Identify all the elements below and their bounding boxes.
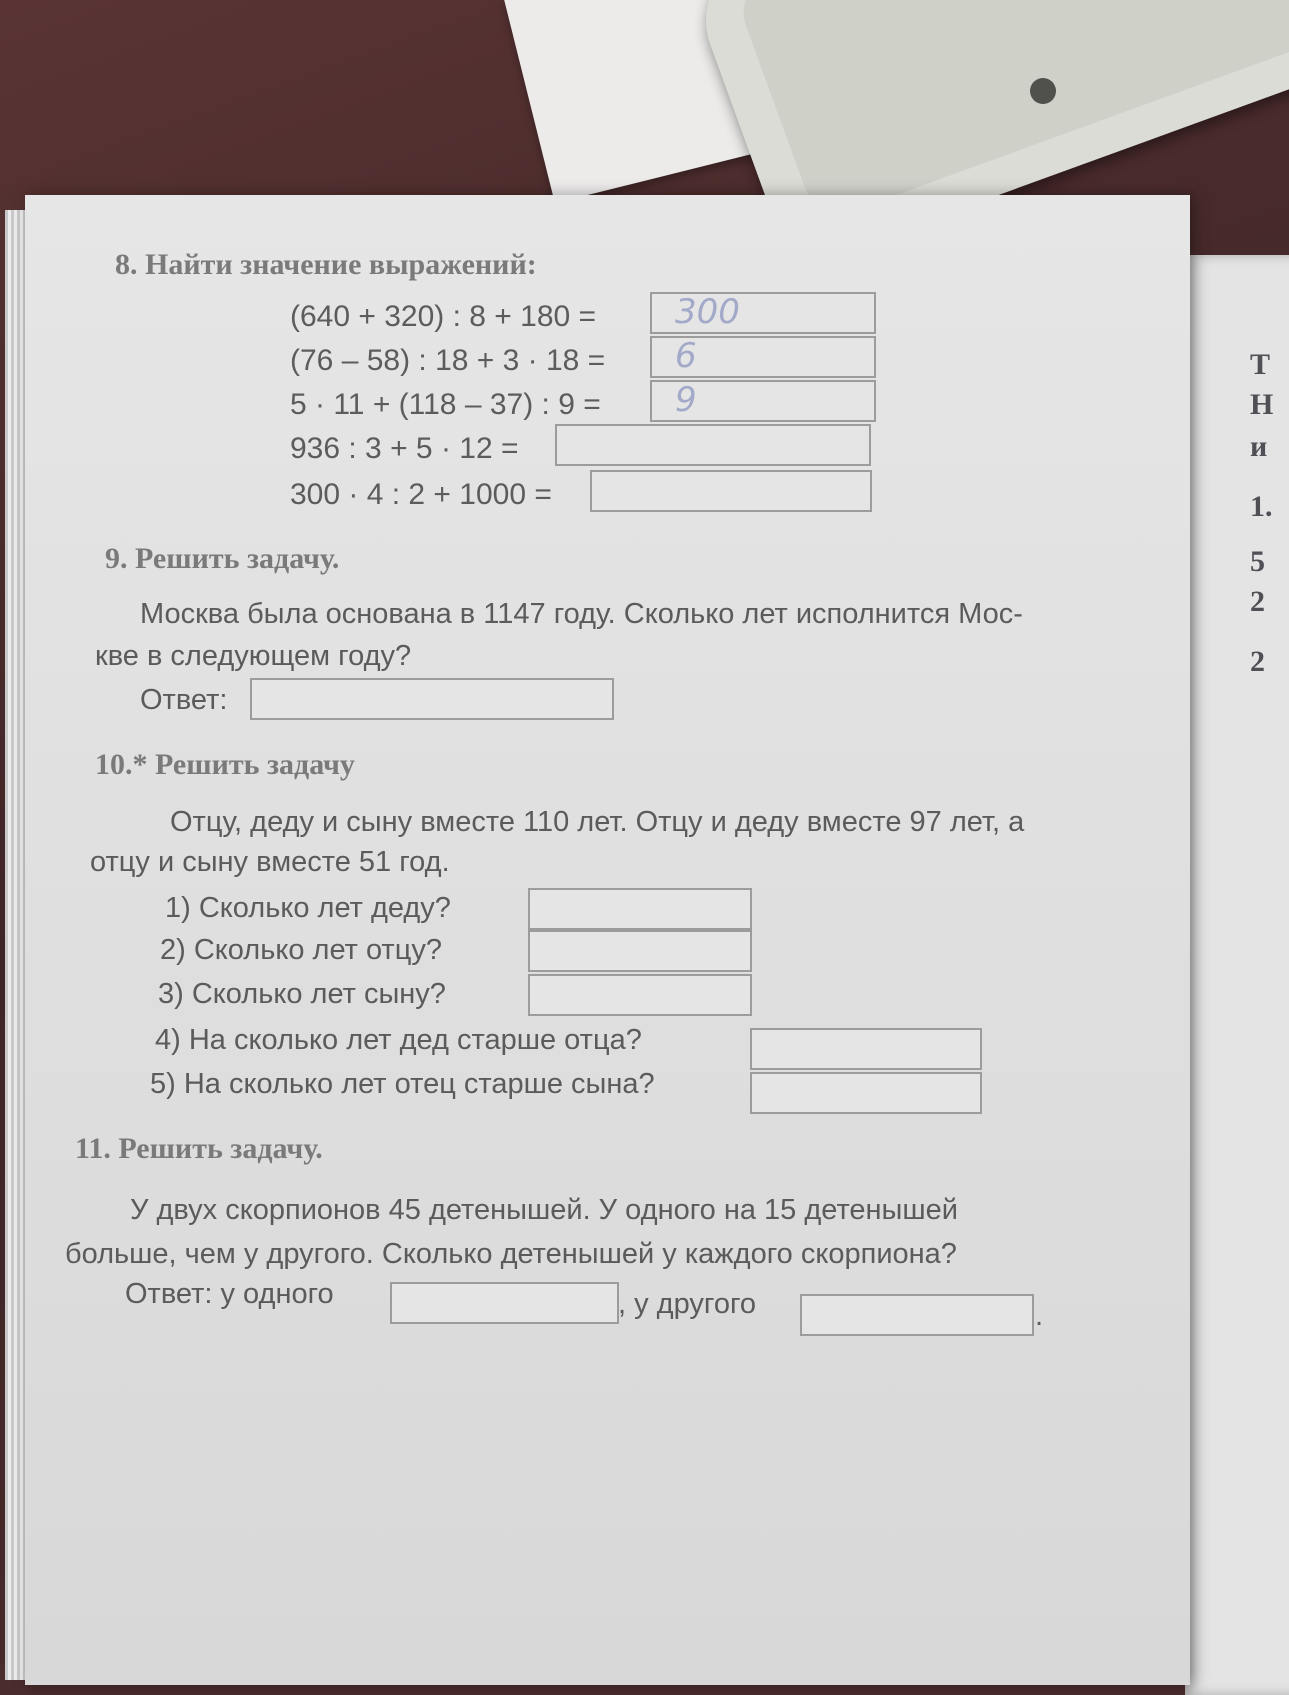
question: 4) На сколько лет дед старше отца? bbox=[155, 1024, 642, 1056]
question: 5) На сколько лет отец старше сына? bbox=[150, 1068, 655, 1100]
expression: 300 · 4 : 2 + 1000 = bbox=[290, 478, 552, 511]
answer-box[interactable] bbox=[250, 678, 614, 720]
task10-text-line: отцу и сыну вместе 51 год. bbox=[90, 846, 450, 878]
period: . bbox=[1035, 1300, 1044, 1332]
answer-label: Ответ: bbox=[140, 684, 228, 716]
question: 2) Сколько лет отцу? bbox=[160, 934, 442, 966]
adjacent-page-letter: 2 bbox=[1250, 585, 1265, 618]
task9-heading: 9. Решить задачу. bbox=[105, 542, 340, 575]
handwritten-answer: 6 bbox=[675, 336, 697, 376]
task8-heading: 8. Найти значение выражений: bbox=[115, 248, 537, 281]
answer-label: Ответ: у одного bbox=[125, 1278, 334, 1310]
answer-box[interactable] bbox=[528, 930, 752, 972]
task9-text-line: Москва была основана в 1147 году. Сколько лет исполнится Мос- bbox=[140, 598, 1023, 630]
answer-box[interactable] bbox=[590, 470, 872, 512]
expression: (640 + 320) : 8 + 180 = bbox=[290, 300, 597, 333]
answer-box[interactable] bbox=[555, 424, 871, 466]
task10-text-line: Отцу, деду и сыну вместе 110 лет. Отцу и деду вместе 97 лет, а bbox=[170, 806, 1025, 838]
adjacent-page-letter: 5 bbox=[1250, 545, 1265, 578]
adjacent-page bbox=[1185, 255, 1289, 1695]
answer-box[interactable] bbox=[750, 1028, 982, 1070]
task10-heading: 10.* Решить задачу bbox=[95, 748, 355, 781]
answer-box[interactable] bbox=[390, 1282, 619, 1324]
handwritten-answer: 300 bbox=[675, 292, 740, 332]
adjacent-page-letter: Т bbox=[1250, 348, 1271, 381]
adjacent-page-letter: и bbox=[1250, 430, 1268, 463]
task11-text-line: больше, чем у другого. Сколько детенышей у каждого скорпиона? bbox=[65, 1238, 957, 1270]
answer-label: , у другого bbox=[618, 1288, 757, 1320]
phone-home-button bbox=[1030, 78, 1056, 104]
adjacent-page-letter: 1. bbox=[1250, 490, 1273, 523]
question: 1) Сколько лет деду? bbox=[165, 892, 451, 924]
task11-heading: 11. Решить задачу. bbox=[75, 1132, 323, 1165]
task11-text-line: У двух скорпионов 45 детенышей. У одного на 15 детенышей bbox=[130, 1194, 958, 1226]
expression: 5 · 11 + (118 – 37) : 9 = bbox=[290, 388, 601, 421]
expression: 936 : 3 + 5 · 12 = bbox=[290, 432, 519, 465]
answer-box[interactable] bbox=[528, 974, 752, 1016]
task9-text-line: кве в следующем году? bbox=[95, 640, 412, 672]
answer-box[interactable] bbox=[800, 1294, 1034, 1336]
expression: (76 – 58) : 18 + 3 · 18 = bbox=[290, 344, 606, 377]
adjacent-page-letter: 2 bbox=[1250, 645, 1265, 678]
question: 3) Сколько лет сыну? bbox=[158, 978, 446, 1010]
answer-box[interactable] bbox=[750, 1072, 982, 1114]
handwritten-answer: 9 bbox=[675, 380, 697, 420]
answer-box[interactable] bbox=[528, 888, 752, 930]
adjacent-page-letter: Н bbox=[1250, 388, 1274, 421]
